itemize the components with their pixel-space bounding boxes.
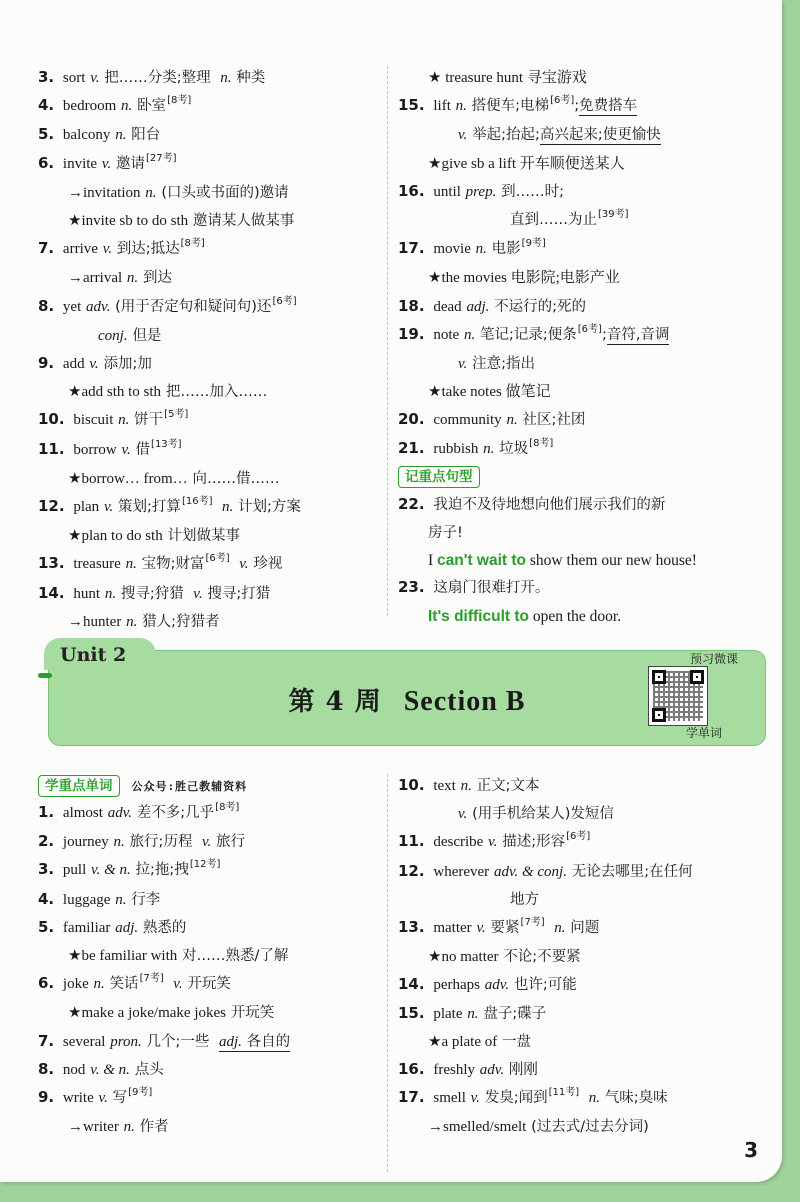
vocab-line: ★borrow… from… 向……借…… <box>68 470 280 487</box>
vocab-item: 10. text n. 正文;文本 <box>398 776 540 794</box>
vocab-line: →writer n. 作者 <box>68 1119 169 1136</box>
vocab-item-17: 17. movie n. 电影[9考] <box>398 238 546 258</box>
vocab-line: v. 举起;抬起;高兴起来;使更愉快 <box>458 127 661 144</box>
vocab-line: ★the movies 电影院;电影产业 <box>428 270 620 287</box>
vocab-item: 5. balcony n. 阳台 <box>38 125 161 144</box>
vocab-column-bottom-left <box>38 772 383 1141</box>
vocab-item: 9. write v. 写[9考] <box>38 1087 153 1107</box>
column-divider <box>387 774 388 1172</box>
vocab-line: ★ treasure hunt 寻宝游戏 <box>428 70 587 86</box>
vocab-item: 4. bedroom n. 卧室[8考] <box>38 95 192 115</box>
tab-marker <box>38 673 52 678</box>
vocab-line: ★no matter 不论;不要紧 <box>428 949 581 966</box>
vocab-item: 6. joke n. 笑话[7考] v. 开玩笑 <box>38 973 231 993</box>
vocab-line: ★take notes 做笔记 <box>428 384 551 401</box>
vocab-item: 5. familiar adj. 熟悉的 <box>38 917 187 936</box>
banner-title: 第 4 周 Section B <box>288 686 526 717</box>
vocab-line: ★invite sb to do sth 邀请某人做某事 <box>68 213 295 230</box>
qr-code-icon[interactable] <box>648 666 708 726</box>
vocab-line: ★be familiar with 对……熟悉/了解 <box>68 948 289 965</box>
vocab-item: 7. several pron. 几个;一些 adj. 各自的 <box>38 1031 291 1050</box>
wechat-note: 公众号:胜己教辅资料 <box>131 779 248 793</box>
key-sentences-tag: 记重点句型 <box>398 466 480 488</box>
vocab-item: 6. invite v. 邀请[27考] <box>38 152 177 172</box>
vocab-line: ★give sb a lift 开车顺便送某人 <box>428 155 625 172</box>
vocab-item-21: 21. rubbish n. 垃圾[8考] <box>398 437 554 457</box>
page-number: 3 <box>744 1138 758 1162</box>
vocab-line: conj. 但是 <box>98 327 162 344</box>
vocab-item: 13. matter v. 要紧[7考] n. 问题 <box>398 917 600 937</box>
vocab-line: ★plan to do sth 计划做某事 <box>68 528 240 545</box>
vocab-line: →arrival n. 到达 <box>68 270 172 287</box>
vocab-item: 9. add v. 添加;加 <box>38 354 152 373</box>
section-tag-row <box>38 772 383 799</box>
vocab-line: 房子! <box>428 525 463 542</box>
vocab-line: 直到……为止[39考] <box>510 209 629 229</box>
sentence-23: 23. 这扇门很难打开。 <box>398 578 550 597</box>
sentence-22-english: I can't wait to show them our new house! <box>428 552 697 570</box>
vocab-item-15: 15. lift n. 搭便车;电梯[6考];免费搭车 <box>398 95 638 115</box>
section-tag-row <box>398 464 758 491</box>
vocab-item-20: 20. community n. 社区;社团 <box>398 410 586 429</box>
vocab-item: 11. describe v. 描述;形容[6考] <box>398 831 591 851</box>
vocab-item: 11. borrow v. 借[13考] <box>38 438 182 458</box>
vocab-item: 13. treasure n. 宝物;财富[6考] v. 珍视 <box>38 553 283 573</box>
vocab-line: v. 注意;指出 <box>458 356 535 373</box>
vocab-item: 10. biscuit n. 饼干[5考] <box>38 409 189 429</box>
vocab-item: 1. almost adv. 差不多;几乎[8考] <box>38 802 240 821</box>
vocab-column-top-right <box>398 64 758 630</box>
vocab-item: 2. journey n. 旅行;历程 v. 旅行 <box>38 832 246 851</box>
vocab-item: 15. plate n. 盘子;碟子 <box>398 1003 547 1022</box>
sentence-22: 22. 我迫不及待地想向他们展示我们的新 <box>398 494 666 513</box>
vocab-item: 17. smell v. 发臭;闻到[11考] n. 气味;臭味 <box>398 1087 668 1107</box>
vocab-line: ★a plate of 一盘 <box>428 1033 532 1050</box>
vocab-item: 8. yet adv. (用于否定句和疑问句)还[6考] <box>38 295 297 315</box>
column-divider <box>387 66 388 616</box>
vocab-column-top-left <box>38 64 383 636</box>
vocab-line: 地方 <box>510 891 539 908</box>
vocab-line: v. (用手机给某人)发短信 <box>458 806 614 823</box>
vocab-item-19: 19. note n. 笔记;记录;便条[6考];音符,音调 <box>398 323 670 343</box>
vocab-item: 16. freshly adv. 刚刚 <box>398 1060 538 1079</box>
vocab-item: 8. nod v. & n. 点头 <box>38 1059 164 1078</box>
vocab-line: →smelled/smelt (过去式/过去分词) <box>428 1119 649 1136</box>
vocab-item: 3. pull v. & n. 拉;拖;拽[12考] <box>38 859 221 879</box>
qr-caption-top: 预习微课 <box>689 652 738 666</box>
vocab-item: 12. wherever adv. & conj. 无论去哪里;在任何 <box>398 861 693 880</box>
key-words-tag: 学重点单词 <box>38 775 120 797</box>
vocab-item: 14. hunt n. 搜寻;狩猎 v. 搜寻;打猎 <box>38 583 271 602</box>
vocab-item: 3. sort v. 把……分类;整理 n. 种类 <box>38 68 266 86</box>
vocab-item: 4. luggage n. 行李 <box>38 889 161 908</box>
vocab-item: 12. plan v. 策划;打算[16考] n. 计划;方案 <box>38 496 301 516</box>
vocab-item: 7. arrive v. 到达;抵达[8考] <box>38 238 205 258</box>
vocab-item-18: 18. dead adj. 不运行的;死的 <box>398 296 587 315</box>
vocab-item: 14. perhaps adv. 也许;可能 <box>398 975 577 994</box>
vocab-column-bottom-right <box>398 772 758 1142</box>
vocab-line: →invitation n. (口头或书面的)邀请 <box>68 184 289 201</box>
vocab-line: ★add sth to sth 把……加入…… <box>68 384 268 401</box>
sentence-23-english: It's difficult to open the door. <box>428 607 622 625</box>
qr-caption-bottom: 学单词 <box>685 726 722 740</box>
unit-tab: Unit 2 <box>44 638 156 670</box>
vocab-line: ★make a joke/make jokes 开玩笑 <box>68 1005 275 1022</box>
vocab-item-16: 16. until prep. 到……时; <box>398 181 565 200</box>
vocab-line: →hunter n. 猎人;狩猎者 <box>68 613 220 630</box>
